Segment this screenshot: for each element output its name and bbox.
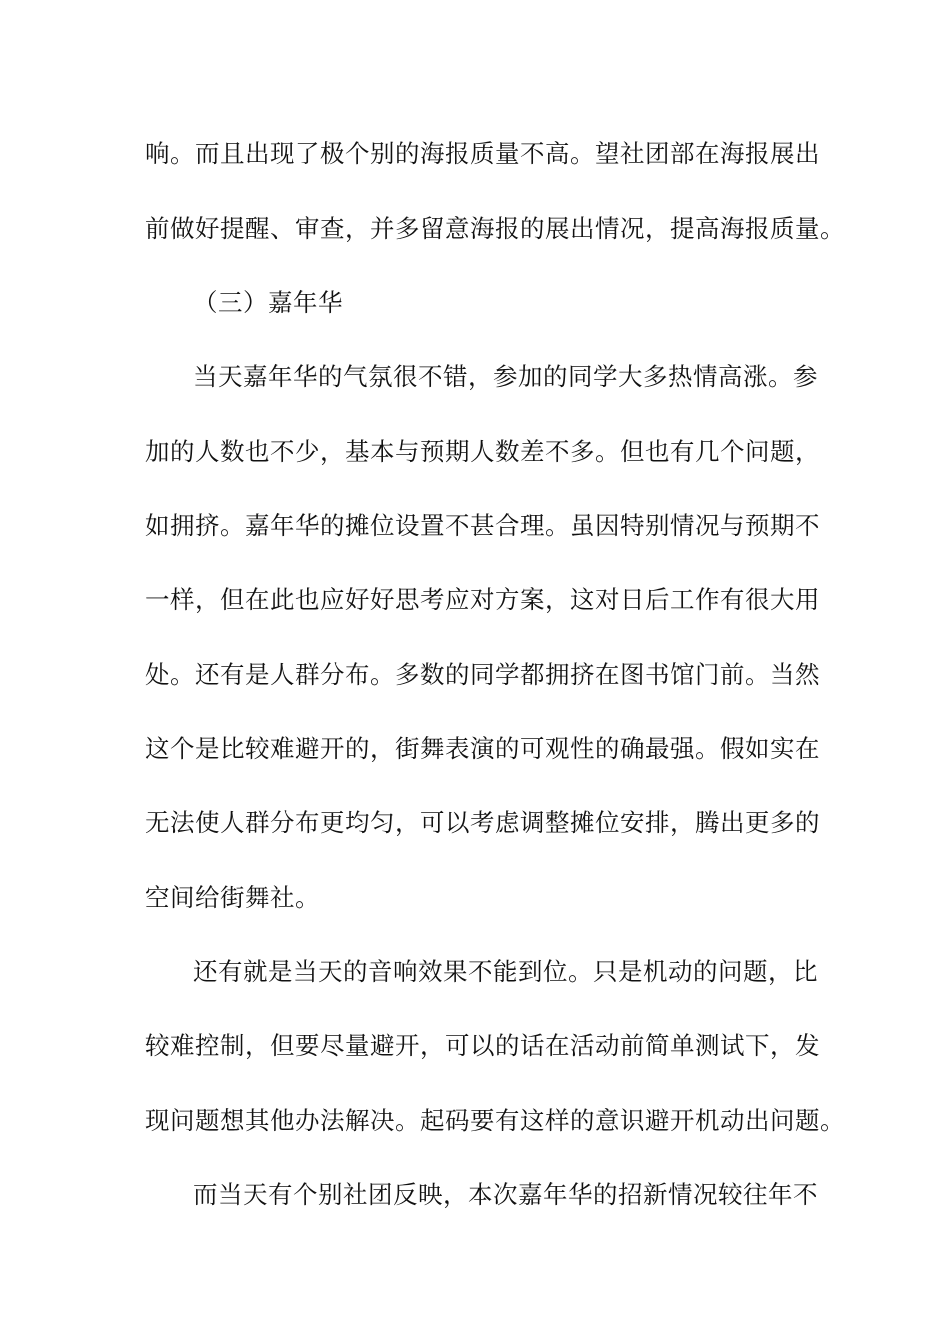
paragraph-line: 空间给街舞社。 [145, 883, 320, 912]
paragraph-line: 前做好提醒、审查，并多留意海报的展出情况，提高海报质量。 [145, 214, 845, 243]
paragraph-line: 一样，但在此也应好好思考应对方案，这对日后工作有很大用 [145, 585, 820, 614]
paragraph-line: 现问题想其他办法解决。起码要有这样的意识避开机动出问题。 [145, 1106, 845, 1135]
paragraph-line: 而当天有个别社团反映，本次嘉年华的招新情况较往年不 [193, 1180, 818, 1209]
section-heading: （三）嘉年华 [193, 288, 343, 317]
paragraph-line: 无法使人群分布更均匀，可以考虑调整摊位安排，腾出更多的 [145, 808, 820, 837]
paragraph-line: 如拥挤。嘉年华的摊位设置不甚合理。虽因特别情况与预期不 [145, 511, 820, 540]
paragraph-line: 较难控制，但要尽量避开，可以的话在活动前简单测试下，发 [145, 1031, 820, 1060]
paragraph-line: 当天嘉年华的气氛很不错，参加的同学大多热情高涨。参 [193, 362, 818, 391]
paragraph-line: 这个是比较难避开的，街舞表演的可观性的确最强。假如实在 [145, 734, 820, 763]
paragraph-line: 响。而且出现了极个别的海报质量不高。望社团部在海报展出 [145, 139, 820, 168]
paragraph-line: 还有就是当天的音响效果不能到位。只是机动的问题，比 [193, 957, 818, 986]
paragraph-line: 处。还有是人群分布。多数的同学都拥挤在图书馆门前。当然 [145, 660, 820, 689]
paragraph-line: 加的人数也不少，基本与预期人数差不多。但也有几个问题， [145, 437, 820, 466]
